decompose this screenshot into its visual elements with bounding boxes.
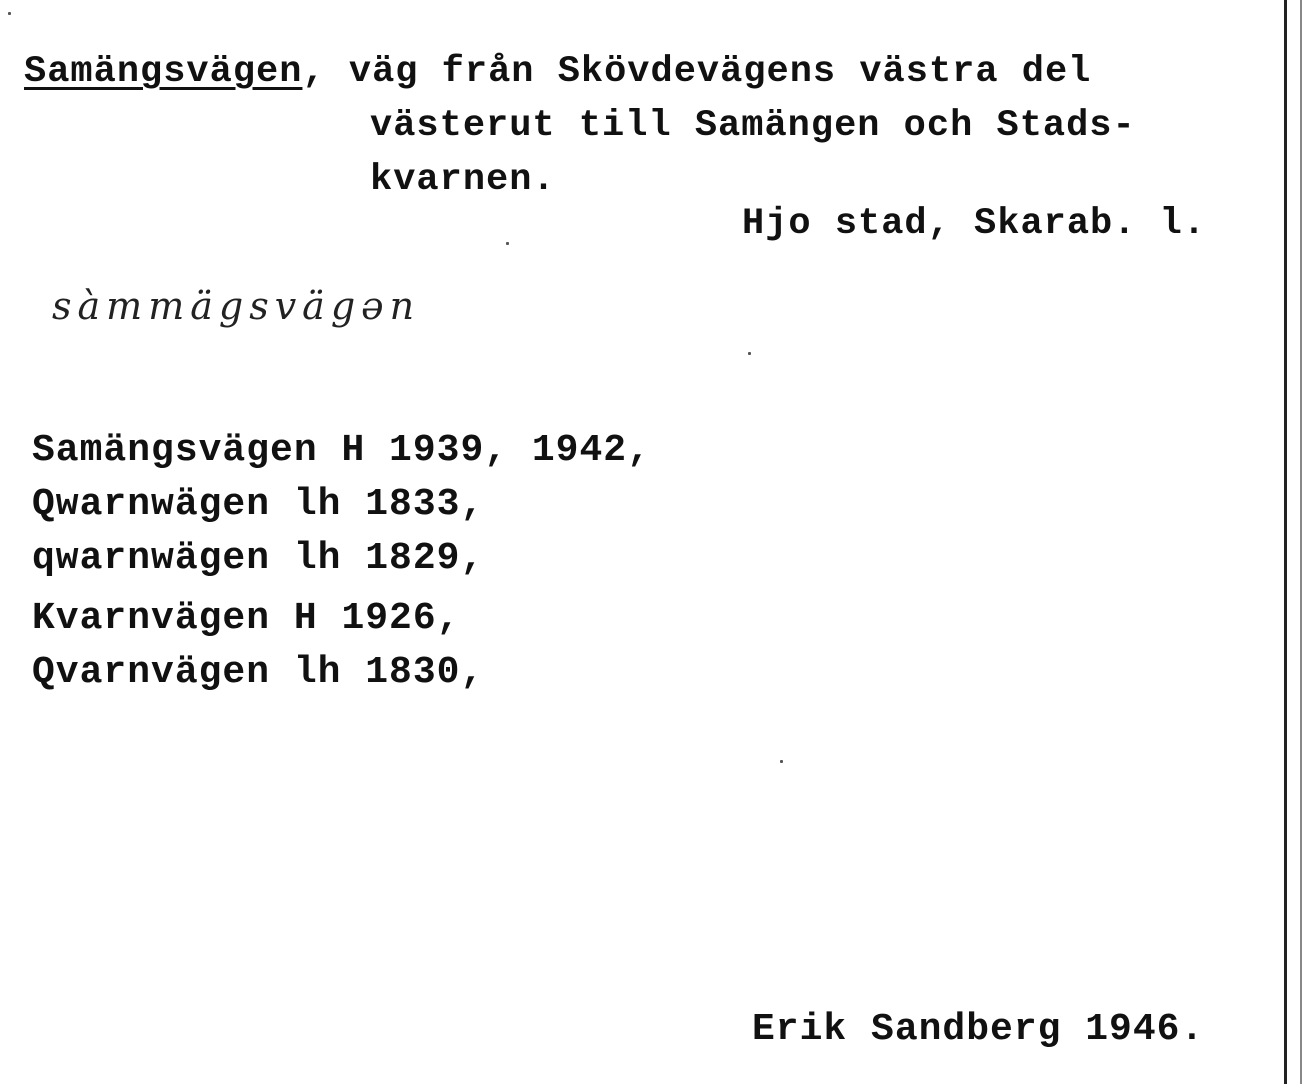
historical-form-item: Kvarnvägen H 1926, bbox=[32, 597, 461, 640]
handwritten-pronunciation: sàmmägsvägən bbox=[52, 284, 421, 328]
historical-form-item: qwarnwägen lh 1829, bbox=[32, 537, 485, 580]
scan-speck bbox=[506, 242, 509, 245]
signature: Erik Sandberg 1946. bbox=[752, 1008, 1205, 1051]
historical-forms-list bbox=[32, 424, 651, 700]
headword: Samängsvägen bbox=[24, 51, 303, 93]
historical-form-item: Qvarnvägen lh 1830, bbox=[32, 651, 485, 694]
card-right-border bbox=[1284, 0, 1287, 1084]
definition-line-1: , väg från Skövdevägens västra del bbox=[302, 51, 1092, 93]
historical-form-item: Qwarnwägen lh 1833, bbox=[32, 483, 485, 526]
scan-speck bbox=[780, 760, 783, 763]
scan-speck bbox=[748, 352, 751, 355]
historical-form-item: Samängsvägen H 1939, 1942, bbox=[32, 429, 651, 472]
definition-line-2: västerut till Samängen och Stads- bbox=[370, 105, 1136, 147]
entry-first-line bbox=[24, 44, 1091, 100]
card-edge-shadow bbox=[1300, 0, 1302, 1084]
location-label: Hjo stad, Skarab. l. bbox=[742, 203, 1207, 245]
definition-line-3: kvarnen. bbox=[370, 159, 556, 201]
scan-speck bbox=[8, 12, 11, 15]
